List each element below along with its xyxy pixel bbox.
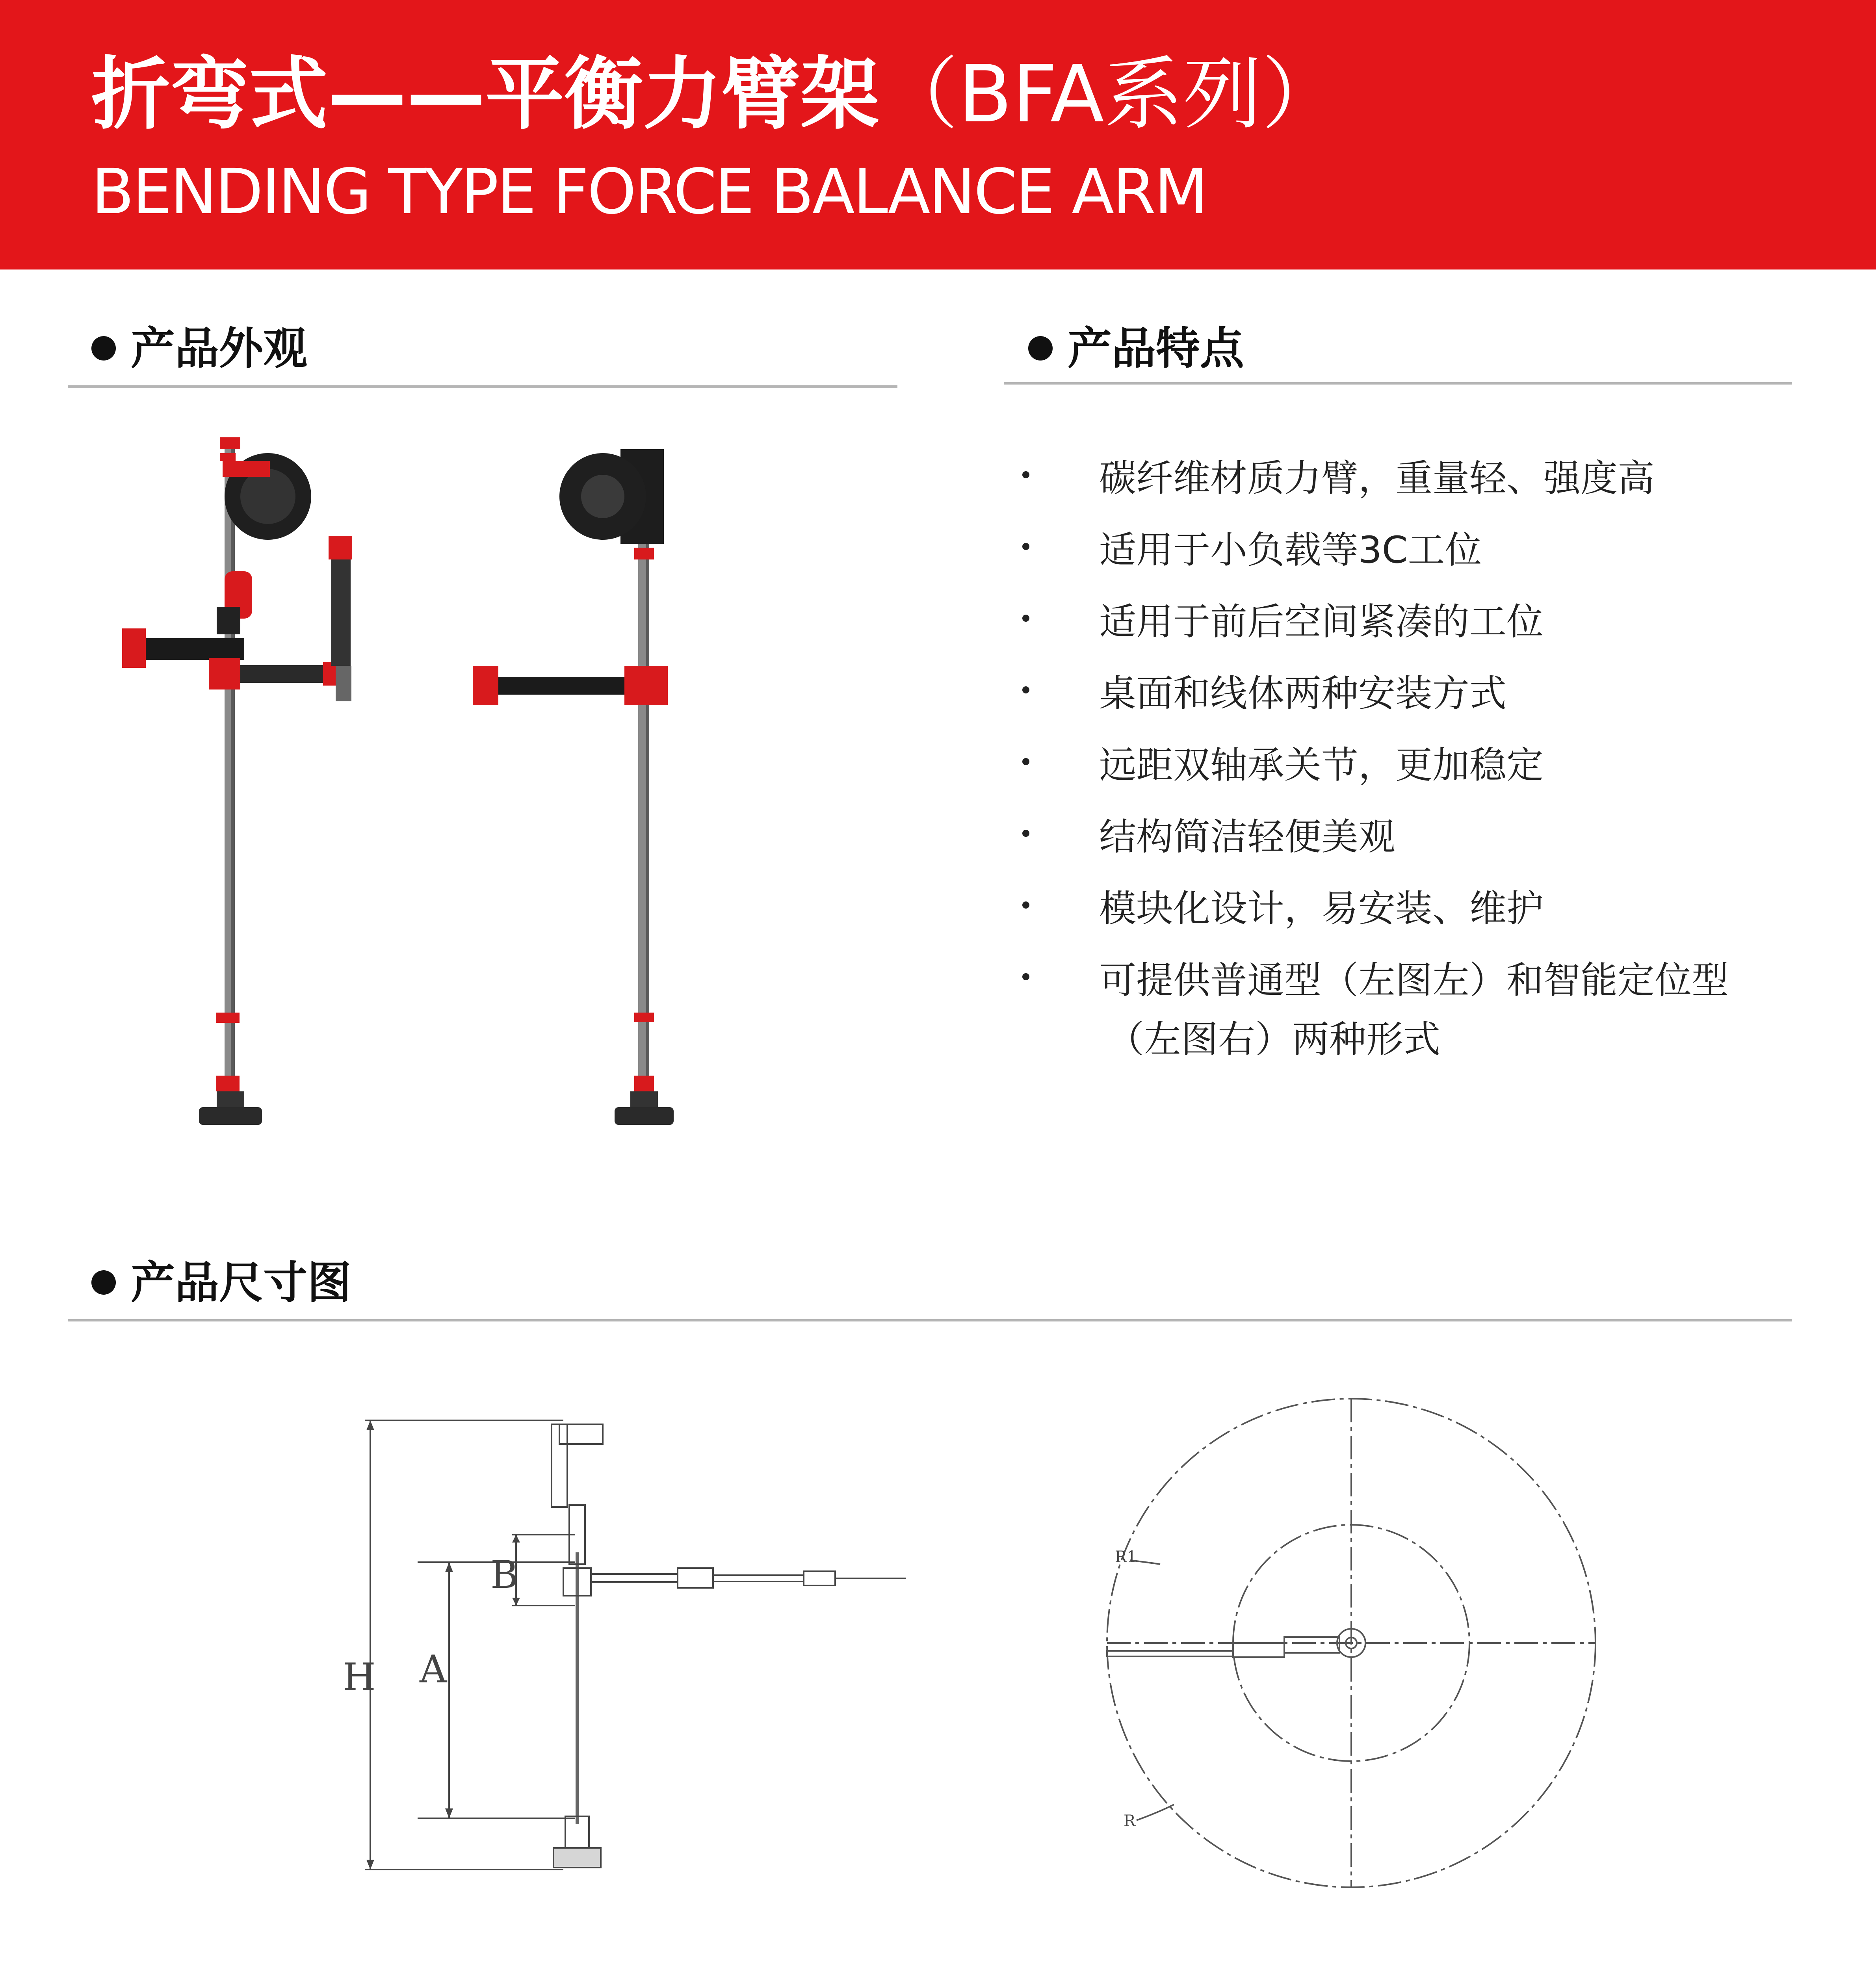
bullet-dot-icon bbox=[91, 1270, 116, 1295]
bullet-icon bbox=[1022, 830, 1034, 842]
bullet-icon bbox=[1022, 901, 1034, 913]
section-rule bbox=[68, 385, 897, 388]
bullet-icon bbox=[1022, 973, 1034, 985]
section-rule bbox=[1004, 382, 1792, 385]
title-main: 折弯式——平衡力臂架 bbox=[91, 48, 880, 140]
dimension-label-B: B bbox=[490, 1553, 518, 1597]
bullet-icon bbox=[1022, 471, 1034, 483]
title-series: （BFA系列） bbox=[879, 48, 1341, 140]
section-heading-appearance: 产品外观 bbox=[91, 321, 307, 376]
bullet-dot-icon bbox=[91, 336, 116, 361]
dimension-drawing-top-view bbox=[1099, 1395, 1603, 1899]
page-title bbox=[91, 47, 1341, 142]
list-item: 适用于小负载等3C工位 bbox=[1024, 521, 1812, 593]
list-item: 适用于前后空间紧凑的工位 bbox=[1024, 593, 1812, 664]
section-heading-dimensions: 产品尺寸图 bbox=[91, 1255, 351, 1310]
feature-list bbox=[1024, 449, 1812, 1069]
page-subtitle: BENDING TYPE FORCE BALANCE ARM bbox=[91, 156, 1207, 228]
bullet-icon bbox=[1022, 758, 1034, 770]
list-item: 远距双轴承关节，更加稳定 bbox=[1024, 736, 1812, 808]
list-item: 模块化设计，易安装、维护 bbox=[1024, 879, 1812, 951]
radius-label-R: R bbox=[1124, 1812, 1136, 1830]
list-item: 桌面和线体两种安装方式 bbox=[1024, 664, 1812, 736]
list-item: 碳纤维材质力臂，重量轻、强度高 bbox=[1024, 449, 1812, 521]
bullet-icon bbox=[1022, 686, 1034, 698]
dimension-drawing-side-view bbox=[331, 1407, 906, 1879]
product-image-positioning-arm bbox=[469, 429, 689, 1143]
bullet-icon bbox=[1022, 543, 1034, 555]
section-rule bbox=[68, 1319, 1792, 1321]
bullet-dot-icon bbox=[1028, 336, 1053, 361]
dimension-label-H: H bbox=[343, 1655, 376, 1699]
section-heading-features: 产品特点 bbox=[1028, 321, 1244, 376]
list-item: 结构简洁轻便美观 bbox=[1024, 808, 1812, 879]
product-image-standard-arm bbox=[110, 429, 370, 1143]
list-item-continuation: （左图右）两种形式 bbox=[1107, 1018, 1441, 1061]
dimension-label-A: A bbox=[420, 1647, 447, 1691]
radius-label-R1: R1 bbox=[1115, 1548, 1137, 1566]
list-item: 可提供普通型（左图左）和智能定位型 bbox=[1024, 951, 1812, 1010]
bullet-icon bbox=[1022, 615, 1034, 626]
